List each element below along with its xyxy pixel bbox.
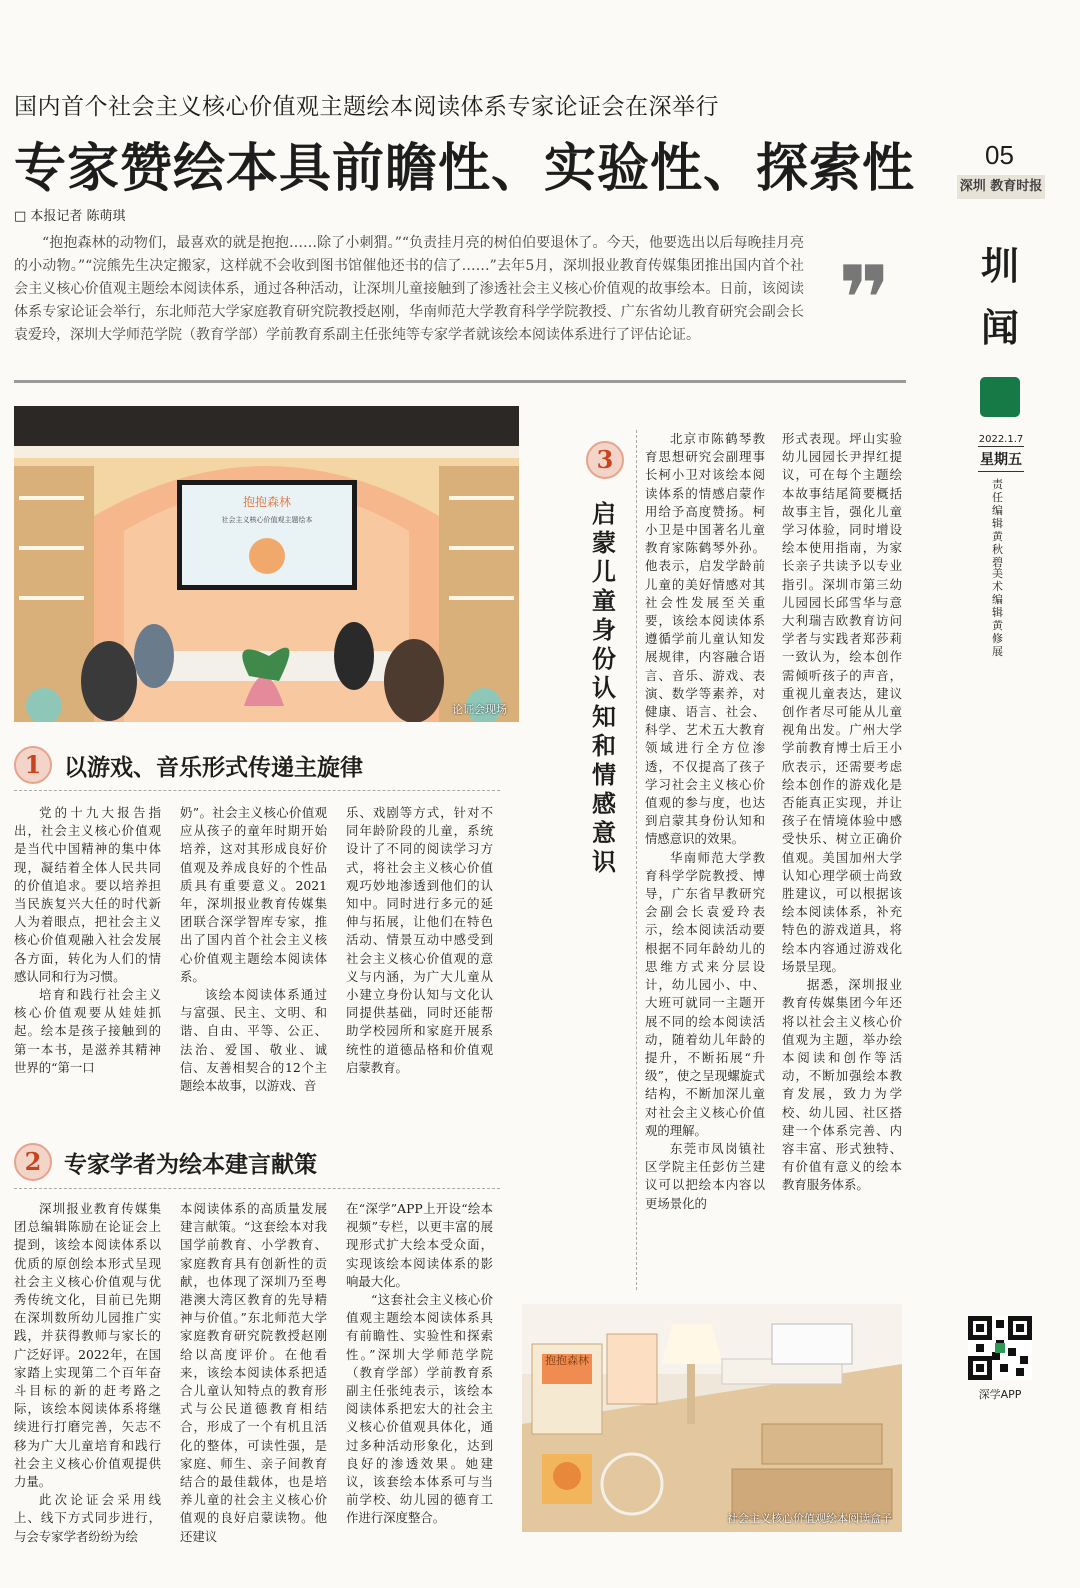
lead-paragraph: “抱抱森林的动物们，最喜欢的就是抱抱……除了小刺猬。”“负责挂月亮的树伯伯要退休了。今天，他要选出以后每晚挂月亮的小动物。”“浣熊先生决定搬家，这样就不会收到图书馆催他还书的信了……”去年5月，深圳报业教育传媒集团推出国内首个社会主义核心价值观主题绘本阅读体系，通过各种活动，让深圳儿童接触到了渗透社会主义核心价值观的故事绘本。日前，该阅读体系专家论证会举行，东北师范大学家庭教育研究院教授赵刚，华南师范大学教育科学学院教授、广东省幼儿教育研究会副会长袁爱玲，深圳大学师范学院（教育学部）学前教育系副主任张纯等专家学者就该绘本阅读体系进行了评估论证。 bbox=[14, 235, 804, 343]
header-divider bbox=[14, 380, 906, 383]
section-3-title: 启蒙儿童身份认知和情感意识 bbox=[592, 500, 616, 876]
section-2-heading bbox=[14, 1143, 317, 1181]
section-2-divider bbox=[14, 1188, 500, 1189]
paragraph: 培育和践行社会主义核心价值观要从娃娃抓起。绘本是孩子接触到的第一本书，是滋养其精神世界的“第一口 bbox=[14, 987, 161, 1075]
section-2-title: 专家学者为绘本建言献策 bbox=[64, 1151, 317, 1178]
article-subhead: 国内首个社会主义核心价值观主题绘本阅读体系专家论证会在深举行 bbox=[14, 94, 719, 120]
paragraph: 东莞市凤岗镇社区学院主任彭仿兰建议可以把绘本内容以更场景化的 bbox=[645, 1140, 765, 1211]
qr-code-label: 深学APP bbox=[978, 1388, 1022, 1401]
book-title: 抱抱森林 bbox=[545, 1354, 589, 1367]
paragraph: 据悉，深圳报业教育传媒集团今年还将以社会主义核心价值观为主题，举办绘本阅读和创作等活动，不断加强绘本教育发展，致力为学校、幼儿园、社区搭建一个体系完善、内容丰富、形式独特、有价值有意义的绘本教育服务体系。 bbox=[782, 977, 902, 1193]
page-number: 05 bbox=[985, 140, 1014, 170]
responsible-editor: 责任编辑 黄秋碧 bbox=[992, 478, 1003, 569]
section-number-1: 1 bbox=[14, 746, 52, 784]
section-1-column-1 bbox=[14, 804, 161, 1077]
meeting-photo bbox=[14, 406, 519, 722]
paragraph: 在“深学”APP上开设“绘本视频”专栏，以更丰富的展现形式扩大绘本受众面，实现该绘本阅读体系的影响最大化。 bbox=[346, 1201, 493, 1289]
paragraph: 深圳报业教育传媒集团总编辑陈励在论证会上提到，该绘本阅读体系以优质的原创绘本形式呈现社会主义核心价值观与优秀传统文化，目前已先期在深圳数所幼儿园推广实践，并获得教师与家长的广泛好评。2022年，在国家踏上实现第二个百年奋斗目标的新的赶考路之际，该绘本阅读体系将继续进行打磨完善，矢志不移为广大儿童培育和践行社会主义核心价值观提供力量。 bbox=[14, 1201, 161, 1490]
byline: □ 本报记者 陈萌琪 bbox=[14, 209, 126, 224]
masthead-logo: 深圳 教育时报 bbox=[957, 175, 1045, 199]
section-name: 圳闻 bbox=[980, 244, 1019, 350]
art-editor: 美术编辑 黄修展 bbox=[992, 567, 1003, 658]
paragraph: 形式表现。坪山实验幼儿园园长尹捍红提议，可在每个主题绘本故事结尾简要概括故事主旨，强化儿童学习体验，同时增设绘本使用指南，为家长亲子共读予以专业指引。深圳市第三幼儿园园长邱雪华与意大利瑞吉欧教育访问学者与实践者郑莎莉一致认为，绘本创作需倾听孩子的声音，重视儿童表达，建议创作者尽可能从儿童视角出发。广州大学学前教育博士后王小欣表示，还需要考虑绘本创作的游戏化是否能真正实现，并让孩子在情境体验中感受快乐、树立正确价值观。美国加州大学认知心理学硕士尚致胜建议，可以根据该绘本阅读体系，补充特色的游戏道具，将绘本内容通过游戏化场景呈现。 bbox=[782, 431, 902, 974]
article-headline: 专家赞绘本具前瞻性、实验性、探索性 bbox=[14, 139, 916, 199]
section-2-column-3 bbox=[346, 1200, 493, 1528]
paragraph: 此次论证会采用线上、线下方式同步进行，与会专家学者纷纷为绘 bbox=[14, 1492, 161, 1544]
screen-subtitle: 社会主义核心价值观主题绘本 bbox=[221, 516, 313, 524]
section-3-column-2 bbox=[782, 430, 902, 1195]
section-1-column-2 bbox=[180, 804, 327, 1095]
paragraph: 乐、戏剧等方式，针对不同年龄阶段的儿童，系统设计了不同的阅读学习方式，将社会主义核心价值观巧妙地渗透到他们的认知中。同时进行多元的延伸与拓展，让他们在特色活动、情景互动中感受到社会主义核心价值观的意义与内涵，为广大儿童从小建立身份认知与文化认同提供基础，同时还能帮助学校园所和家庭开展系统性的道德品格和价值观启蒙教育。 bbox=[346, 805, 493, 1075]
paragraph: 北京市陈鹤琴教育思想研究会副理事长柯小卫对该绘本阅读体系的情感启蒙作用给予高度赞扬。柯小卫是中国著名儿童教育家陈鹤琴外孙。他表示，启发学龄前儿童的美好情感对其社会性发展至关重要，该绘本阅读体系遵循学前儿童认知发展规律，内容融合语言、音乐、游戏、表演、数学等素养，对健康、语言、社会、科学、艺术五大教育领域进行全方位渗透，不仅提高了孩子学习社会主义核心价值观的参与度，也达到启蒙其身份认知和情感意识的效果。 bbox=[645, 431, 765, 847]
paragraph: 华南师范大学教育科学学院教授、博导，广东省早教研究会副会长袁爱玲表示，绘本阅读活动要根据不同年龄幼儿的思维方式来分层设计，幼儿园小、中、大班可就同一主题开展不同的绘本阅读活动，随着幼儿年龄的提升，不断拓展“升级”，使之呈现螺旋式结构，不断加深儿童对社会主义核心价值观的理解。 bbox=[645, 849, 765, 1138]
section-color-block bbox=[980, 377, 1020, 417]
paragraph: 党的十九大报告指出，社会主义核心价值观是当代中国精神的集中体现，凝结着全体人民共同的价值追求。要以培养担当民族复兴大任的时代新人为着眼点，把社会主义核心价值观融入社会发展各方面，转化为人们的情感认同和行为习惯。 bbox=[14, 805, 161, 984]
section-number-3: 3 bbox=[586, 441, 624, 479]
section-2-column-2 bbox=[180, 1200, 327, 1546]
section-1-column-3 bbox=[346, 804, 493, 1077]
paragraph: 奶”。社会主义核心价值观应从孩子的童年时期开始培养，这对其形成良好价值观及养成良好的个性品质具有重要意义。2021年，深圳报业教育传媒集团联合深学智库专家，推出了国内首个社会主义核心价值观主题绘本阅读体系。 bbox=[180, 805, 327, 984]
paragraph: 该绘本阅读体系通过与富强、民主、文明、和谐、自由、平等、公正、法治、爱国、敬业、诚信、友善相契合的12个主题绘本故事，以游戏、音 bbox=[180, 987, 327, 1094]
qr-code-icon[interactable] bbox=[968, 1316, 1032, 1380]
paragraph: “这套社会主义核心价值观主题绘本阅读体系具有前瞻性、实验性和探索性。”深圳大学师范学院（教育学部）学前教育系副主任张纯表示，该绘本阅读体系把宏大的社会主义核心价值观具体化，通过多种活动形象化，达到良好的渗透效果。她建议，该套绘本体系可与当前学校、幼儿园的德育工作进行深度整合。 bbox=[346, 1292, 493, 1526]
photo-caption: 社会主义核心价值观绘本阅读盒子 bbox=[727, 1512, 892, 1525]
issue-date: 2022.1.7 bbox=[978, 434, 1024, 445]
section-1-title: 以游戏、音乐形式传递主旋律 bbox=[64, 754, 363, 781]
section-number-2: 2 bbox=[14, 1143, 52, 1181]
section-3-divider bbox=[636, 430, 638, 1290]
reading-box-photo bbox=[522, 1304, 902, 1532]
screen-title: 抱抱森林 bbox=[242, 495, 292, 509]
section-1-heading bbox=[14, 746, 363, 784]
photo-caption: 论证会现场 bbox=[452, 703, 507, 716]
paragraph: 本阅读体系的高质量发展建言献策。“这套绘本对我国学前教育、小学教育、家庭教育具有创新性的贡献，也体现了深圳乃至粤港澳大湾区教育的先导精神与价值。”东北师范大学家庭教育研究院教授赵刚给以高度评价。在他看来，该绘本阅读体系把适合儿童认知特点的教育形式与公民道德教育相结合，形成了一个有机且活化的整体，可读性强，是家庭、师生、亲子间教育结合的最佳载体，也是培养儿童的社会主义核心价值观的良好启蒙读物。他还建议 bbox=[180, 1201, 327, 1544]
section-1-divider bbox=[14, 790, 500, 791]
section-3-column-1 bbox=[645, 430, 765, 1213]
section-2-column-1 bbox=[14, 1200, 161, 1546]
quote-mark-icon: ❞ bbox=[838, 247, 891, 352]
issue-weekday: 星期五 bbox=[978, 446, 1024, 472]
